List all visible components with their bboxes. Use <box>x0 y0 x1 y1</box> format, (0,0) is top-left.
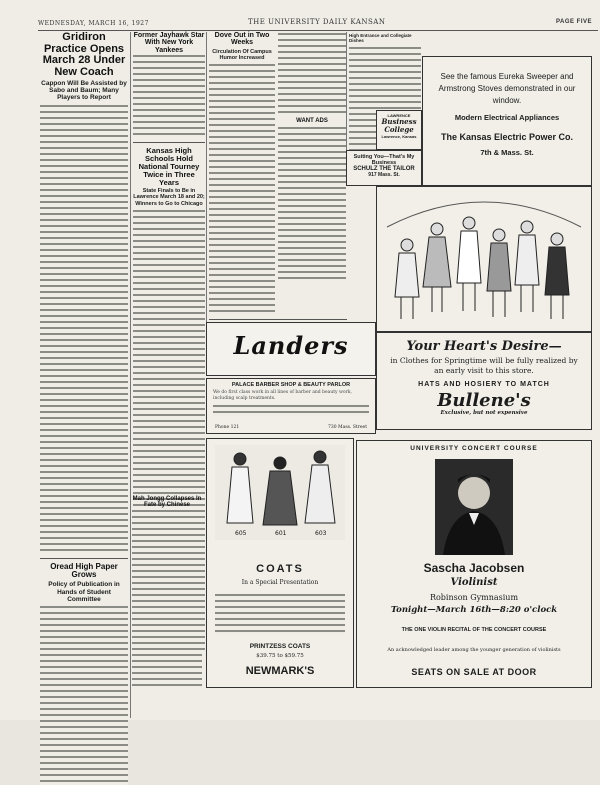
electric-line4: 7th & Mass. St. <box>480 148 534 157</box>
spacer <box>206 438 207 439</box>
subhead-dove: Circulation Of Campus Humor Increased <box>212 48 272 61</box>
palace-barber-ad <box>206 378 376 434</box>
landers-ad <box>206 322 376 376</box>
coat-badge-2: 601 <box>275 530 287 537</box>
concert-recital: THE ONE VIOLIN RECITAL OF THE CONCERT COURSE <box>401 627 547 633</box>
subhead-tourney: State Finals to Be in Lawrence March 18 and 20; Winners to Go to Chicago <box>133 188 205 207</box>
header-page: PAGE FIVE <box>555 19 592 25</box>
fashion-illustration <box>376 186 592 332</box>
concert-name: Sascha Jacobsen <box>423 561 525 575</box>
col4-note: High Entrance and Collegiate Dishes <box>349 33 412 43</box>
column-3 <box>206 32 347 322</box>
article-oread-body <box>40 605 128 785</box>
concert-role: Violinist <box>450 577 498 588</box>
bullene-hats: HATS AND HOSIERY TO MATCH <box>418 381 550 388</box>
palace-body <box>207 404 375 416</box>
college-line2: Business College <box>381 117 417 134</box>
concert-ad <box>356 440 592 688</box>
header-date: WEDNESDAY, MARCH 16, 1927 <box>38 20 149 27</box>
kansas-electric-ad <box>422 56 592 186</box>
violinist-portrait <box>435 459 513 555</box>
headline-tourney: Kansas High Schools Hold National Tourney Twice in Three Years <box>138 146 200 187</box>
concert-ack: An acknowledged leader among the younger generation of violinists <box>387 647 561 653</box>
newmarks-coats-ad <box>206 438 354 688</box>
palace-text: We do first class work in all lines of barber and beauty work, including scalp treatments. <box>213 390 352 401</box>
bullenes-ad <box>376 332 592 430</box>
coats-prices: $39.75 to $59.75 <box>256 653 304 659</box>
coat-badge-1: 605 <box>235 530 247 537</box>
coats-body <box>215 593 345 635</box>
coats-prices-title: PRINTZESS COATS <box>249 643 311 650</box>
bullene-headline: Your Heart's Desire— <box>406 339 562 354</box>
coats-title: COATS <box>256 563 304 575</box>
article-mahjongg-body <box>132 509 202 689</box>
coats-subtitle: In a Special Presentation <box>241 579 319 586</box>
headline-mahjongg: Mah Jongg Collapses In Fate by Chinese <box>132 496 202 509</box>
concert-course: UNIVERSITY CONCERT COURSE <box>410 445 538 452</box>
headline-yankees: Former Jayhawk Star With New York Yankees <box>133 32 205 54</box>
electric-line3: The Kansas Electric Power Co. <box>440 132 574 142</box>
coat-badge-3: 603 <box>315 530 327 537</box>
headline-oread: Oread High Paper Grows <box>50 561 118 579</box>
headline-gridiron: Gridiron Practice Opens March 28 Under New Coach <box>42 31 126 78</box>
schulz-tailor-ad <box>346 150 422 186</box>
electric-line2: Modern Electrical Appliances <box>454 113 560 122</box>
electric-line1: See the famous Eureka Sweeper and Armstrong Stoves demonstrated in our window. <box>438 72 576 105</box>
concert-venue: Robinson Gymnasium <box>429 593 519 602</box>
header-title: THE UNIVERSITY DAILY KANSAN <box>248 18 386 26</box>
business-college-ad <box>376 110 422 150</box>
headline-dove: Dove Out in Two Weeks <box>214 32 270 47</box>
want-ads-heading: WANT ADS <box>296 118 328 124</box>
page-header <box>38 16 598 31</box>
college-line3: Lawrence, Kansas <box>381 134 417 139</box>
college-line1: LAWRENCE <box>387 113 411 118</box>
palace-address: 730 Mass. Street <box>328 425 367 430</box>
article-dove-cont <box>278 32 346 116</box>
schulz-line1: Suiting You—That's My Business <box>353 154 415 166</box>
article-dove-body <box>209 63 275 315</box>
schulz-line2: SCHULZ THE TAILOR <box>353 166 415 172</box>
palace-phone: Phone 121 <box>215 425 240 430</box>
article-gridiron-body <box>40 104 128 554</box>
want-ads-body <box>278 126 346 282</box>
schulz-line3: 917 Mass. St. <box>368 172 400 178</box>
fashion-figures <box>377 187 591 331</box>
landers-logo: Landers <box>233 331 349 360</box>
bullene-tagline: Exclusive, but not expensive <box>440 410 528 416</box>
bullene-text: in Clothes for Springtime will be fully realized by an early visit to this store. <box>390 356 578 375</box>
subhead-oread: Policy of Publication in Hands of Student Committee <box>48 581 120 603</box>
concert-seats: SEATS ON SALE AT DOOR <box>411 667 537 677</box>
column-1 <box>40 32 128 718</box>
mah-jongg-article <box>132 496 202 718</box>
subhead-gridiron: Cappon Will Be Assisted by Sabo and Baum; Many Players to Report <box>41 80 127 102</box>
coats-illustration <box>215 445 345 540</box>
newmarks-logo: NEWMARK'S <box>245 665 315 677</box>
concert-time: Tonight—March 16th—8:20 o'clock <box>390 605 558 615</box>
palace-title: PALACE BARBER SHOP & BEAUTY PARLOR <box>231 382 351 388</box>
article-yankees-body <box>133 54 205 138</box>
bullene-logo: Bullene's <box>437 390 531 411</box>
